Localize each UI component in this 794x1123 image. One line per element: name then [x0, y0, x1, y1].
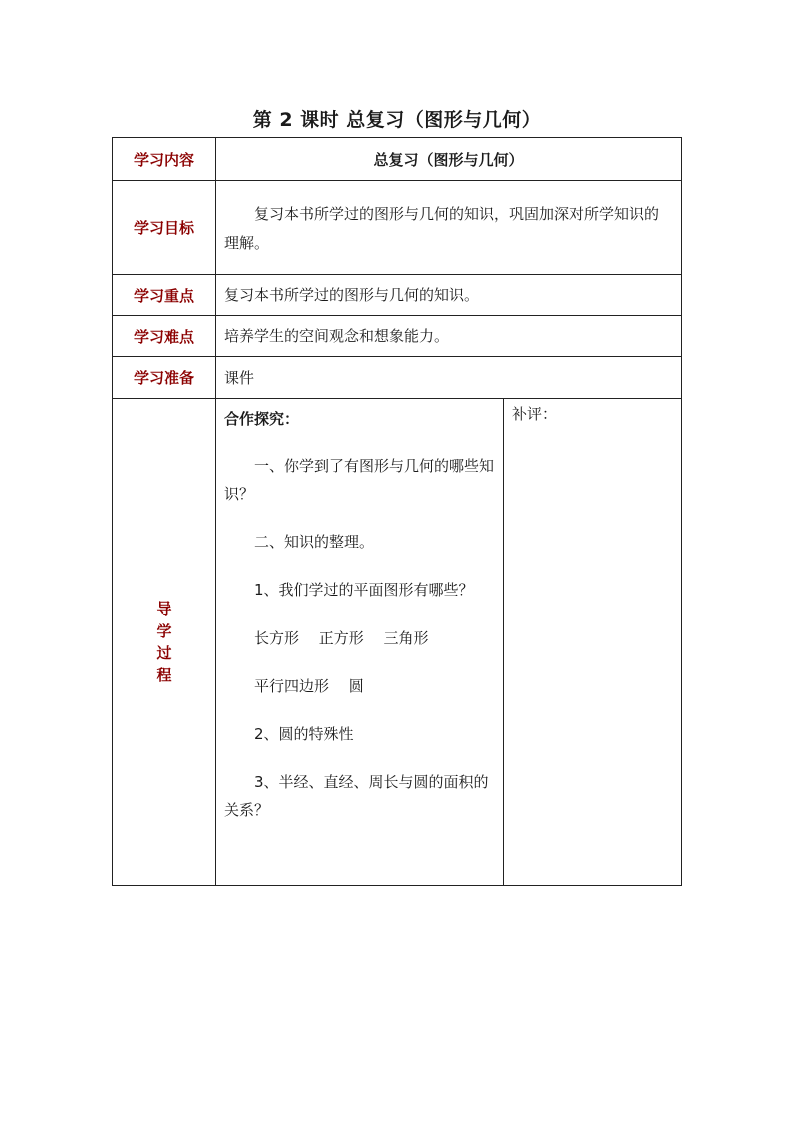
process-heading: 合作探究： — [224, 410, 300, 428]
row-content — [113, 138, 682, 181]
value-key-cell — [216, 275, 682, 316]
value-difficulty: 培养学生的空间观念和想象能力。 — [224, 327, 450, 345]
label-key: 学习重点 — [113, 275, 216, 316]
value-content: 总复习（图形与几何） — [216, 138, 682, 181]
process-line: 2、圆的特殊性 — [254, 725, 354, 743]
label-process-char: 程 — [156, 666, 172, 684]
lesson-plan-table — [112, 137, 682, 886]
value-goal-cell — [216, 181, 682, 275]
note-cell — [504, 399, 682, 886]
label-prep: 学习准备 — [113, 357, 216, 399]
label-difficulty: 学习难点 — [113, 316, 216, 357]
process-line: 一、你学到了有图形与几何的哪些知识？ — [224, 457, 495, 503]
row-process — [113, 399, 682, 886]
row-difficulty — [113, 316, 682, 357]
row-goal — [113, 181, 682, 275]
value-prep: 课件 — [224, 368, 255, 387]
label-goal: 学习目标 — [113, 181, 216, 275]
value-difficulty-cell — [216, 316, 682, 357]
label-process-char: 过 — [156, 644, 172, 662]
label-process — [113, 399, 216, 886]
process-line: 二、知识的整理。 — [254, 533, 375, 551]
label-process-char: 导 — [156, 600, 172, 618]
process-line: 1、我们学过的平面图形有哪些？ — [254, 581, 474, 599]
process-line: 3、半经、直经、周长与圆的面积的关系？ — [224, 773, 489, 819]
value-goal: 复习本书所学过的图形与几何的知识，巩固加深对所学知识的理解。 — [224, 204, 660, 252]
row-key — [113, 275, 682, 316]
page-title: 第 2 课时 总复习（图形与几何） — [252, 109, 542, 131]
label-content: 学习内容 — [113, 138, 216, 181]
process-line: 平行四边形 圆 — [254, 677, 364, 695]
value-prep-cell — [216, 357, 682, 399]
row-prep — [113, 357, 682, 399]
process-line: 长方形 正方形 三角形 — [254, 629, 429, 647]
label-process-char: 学 — [156, 622, 172, 640]
process-content — [216, 399, 504, 886]
note-label: 补评： — [512, 405, 558, 423]
value-key: 复习本书所学过的图形与几何的知识。 — [224, 286, 480, 304]
